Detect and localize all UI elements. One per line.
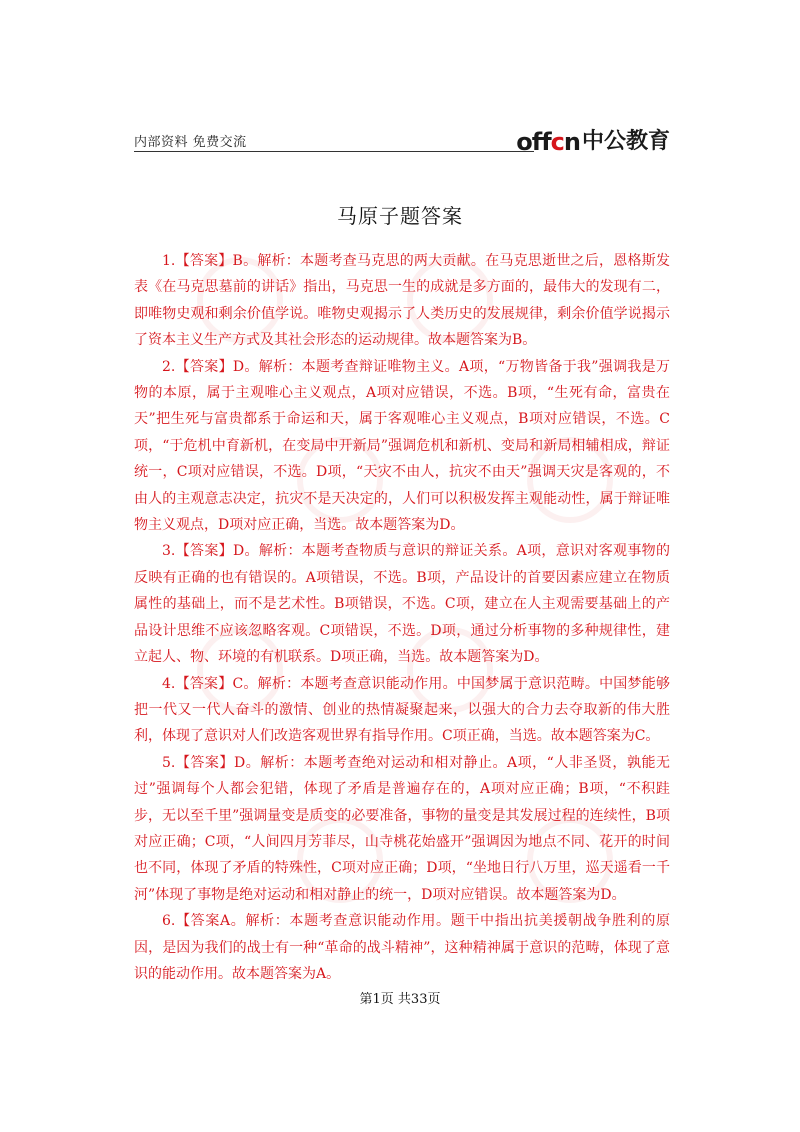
page-header <box>134 124 670 156</box>
page-number: 第1页 共33页 <box>359 992 441 1007</box>
answer-paragraph-3: 3.【答案】D。解析：本题考查物质与意识的辩证关系。A项，意识对客观事物的反映有正确的也有错误的。A项错误，不选。B项，产品设计的首要因素应建立在物质属性的基础上，而不是艺术性。B项错误，不选。C项，建立在人主观需要基础上的产品设计思维不应该忽略客观。C项错误，不选。D项，通过分析事物的多种规律性，建立起人、物、环境的有机联系。D项正确，当选。故本题答案为D。 <box>134 543 670 666</box>
answer-paragraph-1: 1.【答案】B。解析：本题考查马克思的两大贡献。在马克思逝世之后，恩格斯发表《在马克思墓前的讲话》指出，马克思一生的成就是多方面的，最伟大的发现有二，即唯物史观和剩余价值学说。唯物史观揭示了人类历史的发展规律，剩余价值学说揭示了资本主义生产方式及其社会形态的运动规律。故本题答案为B。 <box>134 253 670 349</box>
logo-latin: offcn <box>516 128 580 156</box>
answer-paragraph-4: 4.【答案】C。解析：本题考查意识能动作用。中国梦属于意识范畴。中国梦能够把一代又一代人奋斗的激情、创业的热情凝聚起来，以强大的合力去夺取新的伟大胜利，体现了意识对人们改造客观世界有指导作用。C项正确，当选。故本题答案为C。 <box>134 675 670 745</box>
answer-content <box>134 248 670 987</box>
page-title: 马原子题答案 <box>337 204 463 228</box>
logo-chinese: 中公教育 <box>581 129 670 154</box>
header-rule <box>134 151 534 152</box>
header-internal-note: 内部资料 免费交流 <box>134 135 247 150</box>
answer-paragraph-2: 2.【答案】D。解析：本题考查辩证唯物主义。A项，“万物皆备于我”强调我是万物的本原，属于主观唯心主义观点，A项对应错误，不选。B项，“生死有命，富贵在天”把生死与富贵都系于命运和天，属于客观唯心主义观点，B项对应错误，不选。C项，“于危机中育新机，在变局中开新局”强调危机和新机、变局和新局相辅相成，辩证统一，C项对应错误，不选。D项，“天灾不由人，抗灾不由天”强调天灾是客观的，不由人的主观意志决定，抗灾不是天决定的，人们可以积极发挥主观能动性，属于辩证唯物主义观点，D项对应正确，当选。故本题答案为D。 <box>134 358 670 534</box>
answer-paragraph-5: 5.【答案】D。解析：本题考查绝对运动和相对静止。A项，“人非圣贤，孰能无过”强调每个人都会犯错，体现了矛盾是普遍存在的，A项对应正确；B项，“不积跬步，无以至千里”强调量变是质变的必要准备，事物的量变是其发展过程的连续性，B项对应正确；C项，“人间四月芳菲尽，山寺桃花始盛开”强调因为地点不同、花开的时间也不同，体现了矛盾的特殊性，C项对应正确；D项，“坐地日行八万里，巡天遥看一千河”体现了事物是绝对运动和相对静止的统一，D项对应错误。故本题答案为D。 <box>134 754 670 903</box>
answer-paragraph-6: 6.【答案A。解析：本题考查意识能动作用。题干中指出抗美援朝战争胜利的原因，是因为我们的战士有一种“革命的战斗精神”，这种精神属于意识的范畴，体现了意识的能动作用。故本题答案为A。 <box>134 913 670 982</box>
offcn-logo <box>516 130 670 154</box>
